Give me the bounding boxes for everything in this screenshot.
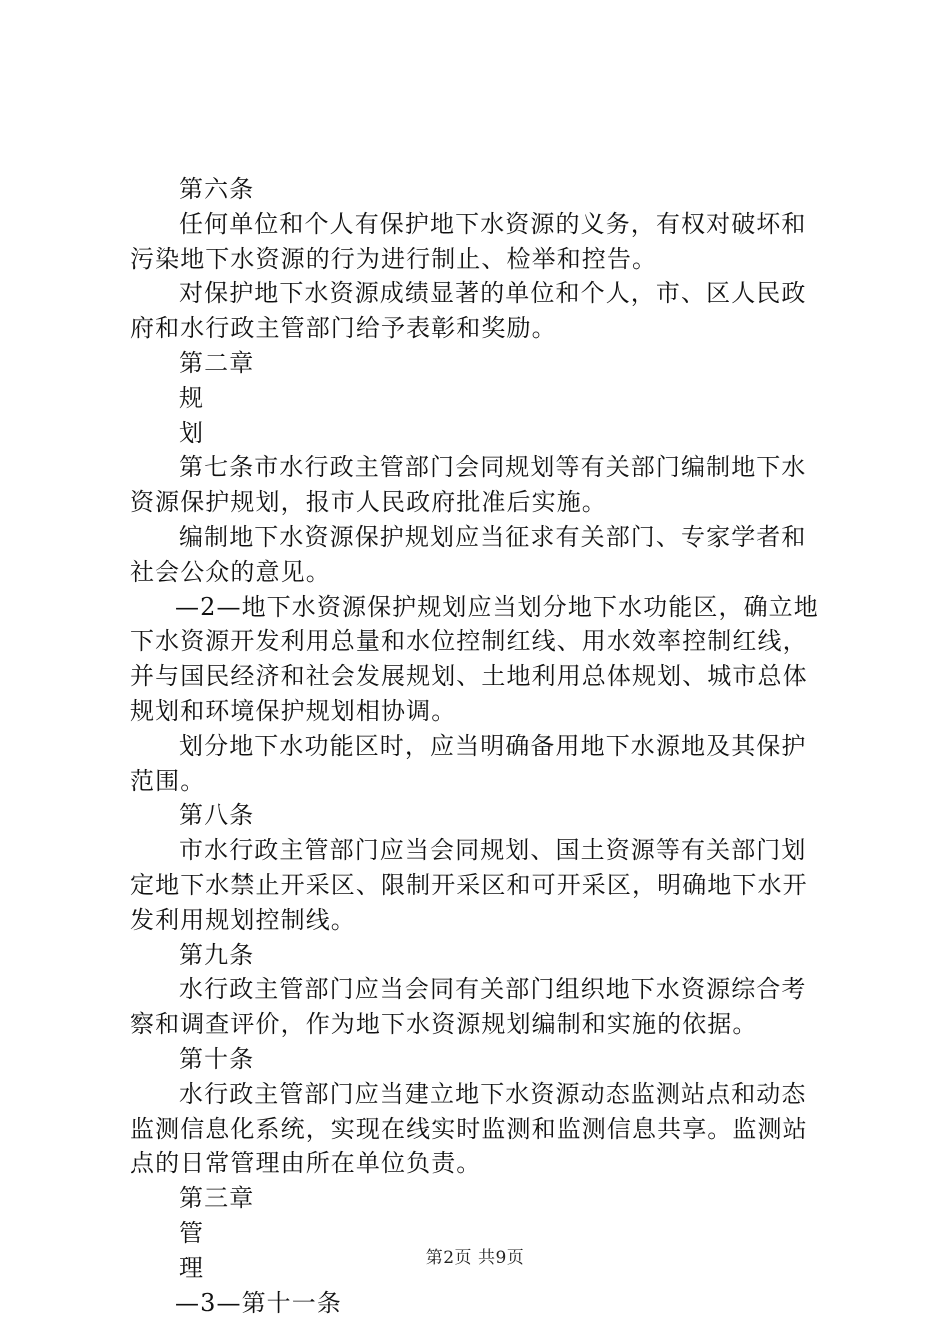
chapter-title-char: 理 bbox=[179, 1253, 205, 1282]
paragraph-line: 第七条市水行政主管部门会同规划等有关部门编制地下水 bbox=[179, 453, 807, 482]
article-heading: 第六条 bbox=[179, 175, 255, 203]
article-heading: 第九条 bbox=[179, 940, 255, 969]
chapter-title-char: 规 bbox=[179, 383, 205, 412]
paragraph-line: 资源保护规划，报市人民政府批准后实施。 bbox=[130, 488, 607, 517]
document-body bbox=[130, 172, 835, 1320]
paragraph-line: 划分地下水功能区时，应当明确备用地下水源地及其保护 bbox=[179, 731, 807, 760]
chapter-heading: 第二章 bbox=[179, 348, 255, 377]
chapter-title-char: 管 bbox=[179, 1218, 205, 1247]
paragraph-line: 水行政主管部门应当建立地下水资源动态监测站点和动态 bbox=[179, 1079, 807, 1108]
paragraph-line: 监测信息化系统，实现在线实时监测和监测信息共享。监测站 bbox=[130, 1114, 808, 1143]
article-heading: 第十条 bbox=[179, 1044, 255, 1073]
paragraph-line: 社会公众的意见。 bbox=[130, 557, 331, 586]
paragraph-line: 下水资源开发利用总量和水位控制红线、用水效率控制红线， bbox=[130, 627, 808, 656]
paragraph-line: 并与国民经济和社会发展规划、土地利用总体规划、城市总体 bbox=[130, 662, 808, 691]
paragraph-line: 规划和环境保护规划相协调。 bbox=[130, 696, 457, 725]
paragraph-line: 污染地下水资源的行为进行制止、检举和控告。 bbox=[130, 244, 658, 273]
paragraph-line: 发利用规划控制线。 bbox=[130, 905, 356, 934]
paragraph-line: 府和水行政主管部门给予表彰和奖励。 bbox=[130, 314, 557, 343]
chapter-heading: 第三章 bbox=[179, 1184, 255, 1213]
paragraph-line: —2—地下水资源保护规划应当划分地下水功能区，确立地 bbox=[175, 592, 819, 621]
paragraph-line: 察和调查评价，作为地下水资源规划编制和实施的依据。 bbox=[130, 1010, 758, 1039]
page-number-footer: 第2页 共9页 bbox=[425, 1248, 525, 1268]
paragraph-line: 对保护地下水资源成绩显著的单位和个人，市、区人民政 bbox=[179, 279, 807, 308]
paragraph-line: 点的日常管理由所在单位负责。 bbox=[130, 1149, 482, 1178]
article-heading: —3—第十一条 bbox=[175, 1288, 342, 1317]
chapter-title-char: 划 bbox=[179, 418, 205, 447]
paragraph-line: 编制地下水资源保护规划应当征求有关部门、专家学者和 bbox=[179, 522, 807, 551]
paragraph-line: 水行政主管部门应当会同有关部门组织地下水资源综合考 bbox=[179, 975, 807, 1004]
paragraph-line: 范围。 bbox=[130, 766, 206, 795]
paragraph-line: 任何单位和个人有保护地下水资源的义务，有权对破坏和 bbox=[179, 209, 807, 238]
paragraph-line: 市水行政主管部门应当会同规划、国土资源等有关部门划 bbox=[179, 836, 807, 865]
article-heading: 第八条 bbox=[179, 801, 255, 830]
paragraph-line: 定地下水禁止开采区、限制开采区和可开采区，明确地下水开 bbox=[130, 870, 808, 899]
